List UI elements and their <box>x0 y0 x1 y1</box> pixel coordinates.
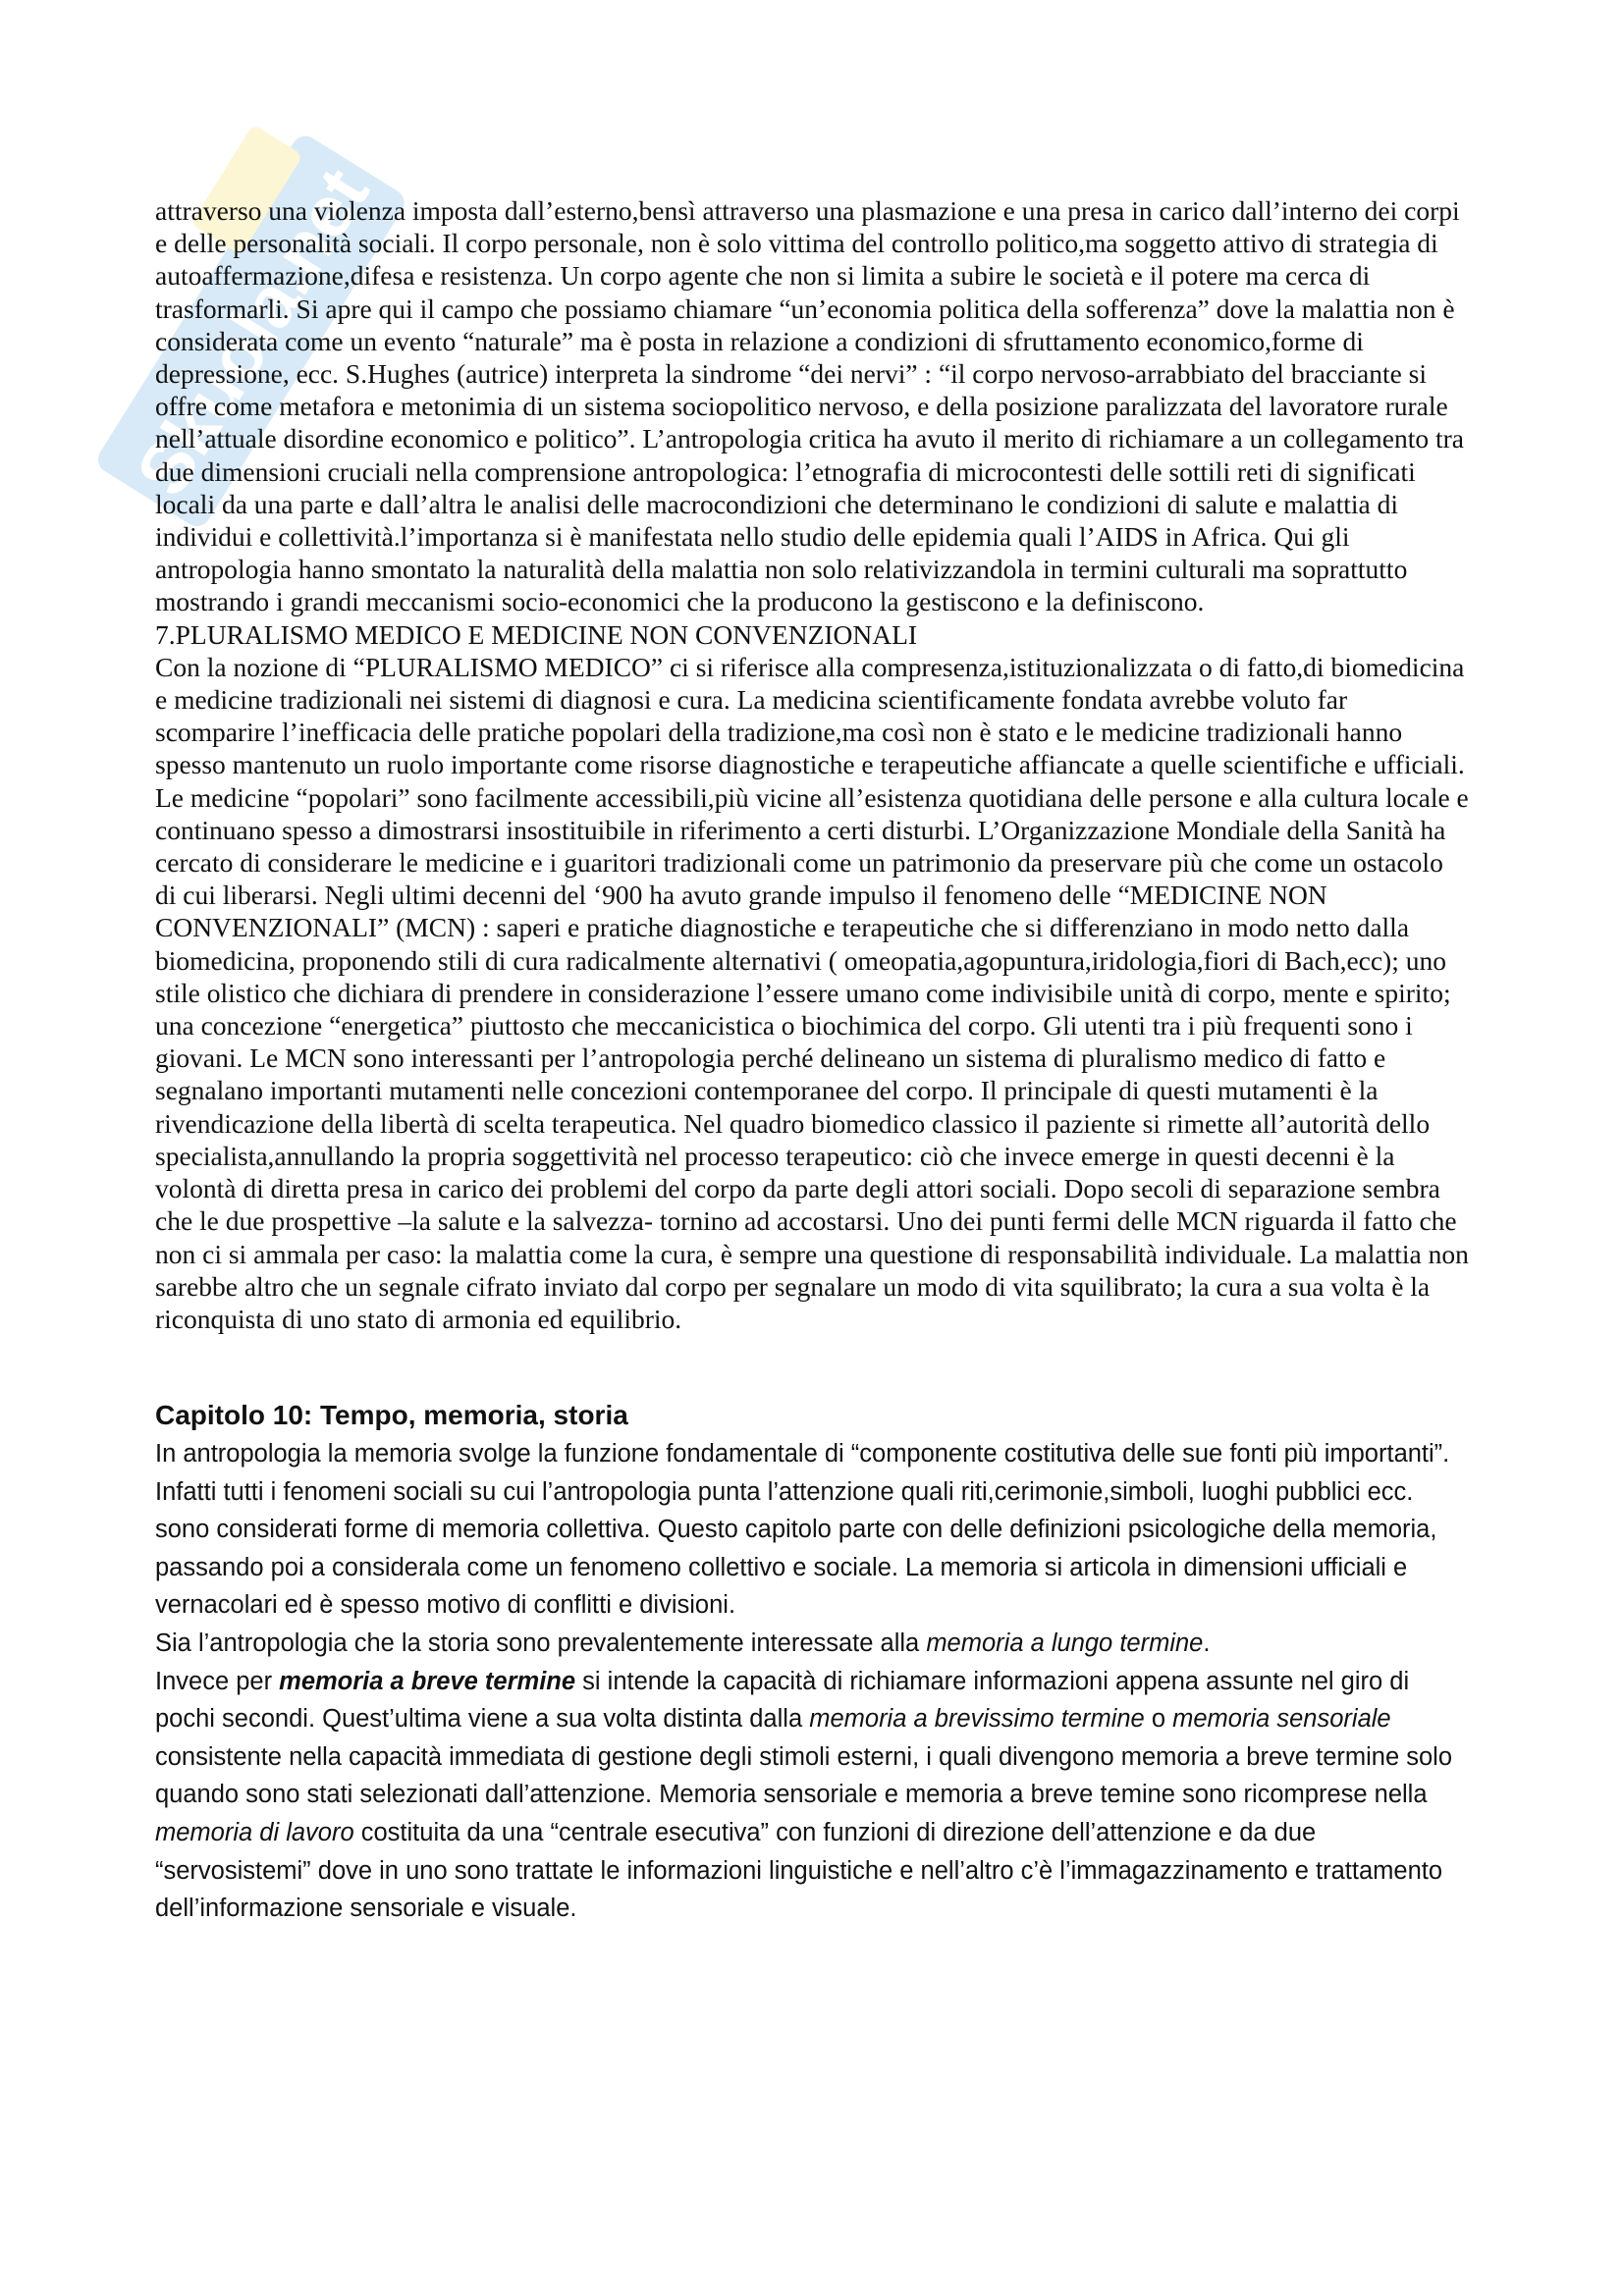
term-working-memory: memoria di lavoro <box>155 1819 354 1847</box>
chapter-body <box>155 1435 1471 1928</box>
paragraph-short-term-memory: Invece per memoria a breve termine si intende la capacità di richiamare informazioni appena assunte nel giro di pochi secondi. Quest’ultima viene a sua volta distinta dalla memoria a brevissimo termine o memoria sensoriale consistente nella capacità immediata di gestione degli stimoli esterni, i quali divengono memoria a breve termine solo quando sono stati selezionati dall’attenzione. Memoria sensoriale e memoria a breve temine sono ricomprese nella memoria di lavoro costituita da una “centrale esecutiva” con funzioni di direzione dell’attenzione e da due “servosistemi” dove in uno sono trattate le informazioni linguistiche e nell’altro c’è l’immagazzinamento e trattamento dell’informazione sensoriale e visuale. <box>155 1667 1453 1923</box>
paragraph-memory-intro: In antropologia la memoria svolge la funzione fondamentale di “componente costitutiva delle sue fonti più importanti”. Infatti tutti i fenomeni sociali su cui l’antropologia punta l’attenzione quali riti,cerimonie,simboli, luoghi pubblici ecc. sono considerati forme di memoria collettiva. Questo capitolo parte con delle definizioni psicologiche della memoria, passando poi a considerala come un fenomeno collettivo e sociale. La memoria si articola in dimensioni ufficiali e vernacolari ed è spesso motivo di conflitti e divisioni. <box>155 1440 1450 1620</box>
term-sensory-memory: memoria sensoriale <box>1172 1705 1391 1734</box>
paragraph-long-term-memory: Sia l’antropologia che la storia sono prevalentemente interessate alla memoria a lungo termine. <box>155 1629 1211 1658</box>
term-long-term-memory: memoria a lungo termine <box>926 1629 1204 1658</box>
paragraph-political-economy: attraverso una violenza imposta dall’esterno,bensì attraverso una plasmazione e una presa in carico dall’interno dei corpi e delle personalità sociali. Il corpo personale, non è solo vittima del controllo politico,ma soggetto attivo di strategia di autoaffermazione,difesa e resistenza. Un corpo agente che non si limita a subire le società e il potere ma cerca di trasformarli. Si apre qui il campo che possiamo chiamare “un’economia politica della sofferenza” dove la malattia non è considerata come un evento “naturale” ma è posta in relazione a condizioni di sfruttamento economico,forme di depressione, ecc. S.Hughes (autrice) interpreta la sindrome “dei nervi” : “il corpo nervoso-arrabbiato del bracciante si offre come metafora e metonimia di un sistema sociopolitico nervoso, e della posizione paralizzata del lavoratore rurale nell’attuale disordine economico e politico”. L’antropologia critica ha avuto il merito di richiamare a un collegamento tra due dimensioni cruciali nella comprensione antropologica: l’etnografia di microcontesti delle sottili reti di significati locali da una parte e dall’altra le analisi delle macrocondizioni che determinano le condizioni di salute e malattia di individui e collettività.l’importanza si è manifestata nello studio delle epidemia quali l’AIDS in Africa. Qui gli antropologia hanno smontato la naturalità della malattia non solo relativizzandola in termini culturali ma soprattutto mostrando i grandi meccanismi socio-economici che la producono la gestiscono e la definiscono. <box>155 195 1465 617</box>
section-political-economy <box>155 194 1471 618</box>
section-heading-medical-pluralism: 7.PLURALISMO MEDICO E MEDICINE NON CONVENZIONALI <box>155 618 918 650</box>
watermark-text: Skuola.net <box>120 154 385 509</box>
paragraph-medical-pluralism: Con la nozione di “PLURALISMO MEDICO” ci si riferisce alla compresenza,istituzionalizzata o di fatto,di biomedicina e medicine tradizionali nei sistemi di diagnosi e cura. La medicina scientificamente fondata avrebbe voluto far scomparire l’inefficacia delle pratiche popolari della tradizione,ma così non è stato e le medicine tradizionali hanno spesso mantenuto un ruolo importante come risorse diagnostiche e terapeutiche affiancate a quelle scientifiche e ufficiali. Le medicine “popolari” sono facilmente accessibili,più vicine all’esistenza quotidiana delle persone e alla cultura locale e continuano spesso a dimostrarsi insostituibile in riferimento a certi disturbi. L’Organizzazione Mondiale della Sanità ha cercato di considerare le medicine e i guaritori tradizionali come un patrimonio da preservare più che come un ostacolo di cui liberarsi. Negli ultimi decenni del ‘900 ha avuto grande impulso il fenomeno delle “MEDICINE NON CONVENZIONALI” (MCN) : saperi e pratiche diagnostiche e terapeutiche che si differenziano in modo netto dalla biomedicina, proponendo stili di cura radicalmente alternativi ( omeopatia,agopuntura,iridologia,fiori di Bach,ecc); uno stile olistico che dichiara di prendere in considerazione l’essere umano come indivisibile unità di corpo, mente e spirito; una concezione “energetica” piuttosto che meccanicistica o biochimica del corpo. Gli utenti tra i più frequenti sono i giovani. Le MCN sono interessanti per l’antropologia perché delineano un sistema di pluralismo medico di fatto e segnalano importanti mutamenti nelle concezioni contemporanee del corpo. Il principale di questi mutamenti è la rivendicazione della libertà di scelta terapeutica. Nel quadro biomedico classico il paziente si rimette all’autorità dello specialista,annullando la propria soggettività nel processo terapeutico: ciò che invece emerge in questi decenni è la volontà di diretta presa in carico dei problemi del corpo da parte degli attori sociali. Dopo secoli di separazione sembra che le due prospettive –la salute e la salvezza- tornino ad accostarsi. Uno dei punti fermi delle MCN riguarda il fatto che non ci si ammala per caso: la malattia come la cura, è sempre una questione di responsabilità individuale. La malattia non sarebbe altro che un segnale cifrato inviato dal corpo per segnalare un modo di vita squilibrato; la cura a sua volta è la riconquista di uno stato di armonia ed equilibrio. <box>155 651 1469 1334</box>
document-page <box>155 194 1471 1928</box>
chapter-heading: Capitolo 10: Tempo, memoria, storia <box>155 1400 628 1431</box>
section-medical-pluralism <box>155 651 1471 1335</box>
term-short-term-memory: memoria a breve termine <box>279 1667 576 1695</box>
term-very-short-term-memory: memoria a brevissimo termine <box>809 1705 1145 1734</box>
